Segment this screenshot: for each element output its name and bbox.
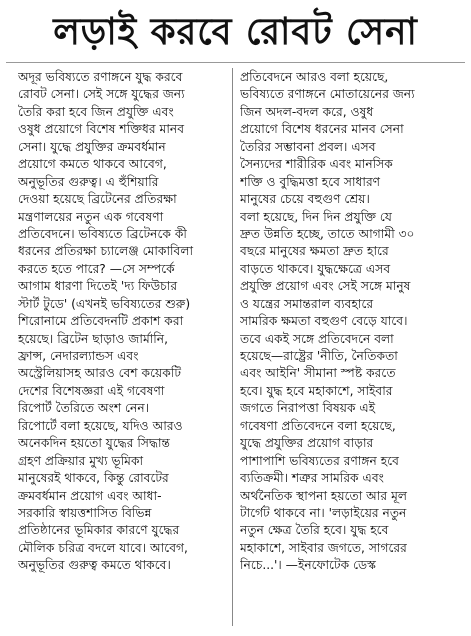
body-text-line: শক্তি ও বুদ্ধিমত্তা হবে সাধারণ [240, 173, 381, 189]
body-text-line: গবেষণা প্রতিবেদনে বলা হয়েছে, [240, 417, 396, 433]
body-text-line: বছরে মানুষের ক্ষমতা দ্রুত হারে [240, 243, 389, 259]
body-text-line: জগতে নিরাপত্তা বিষয়ক এই [240, 400, 376, 416]
body-text-line: সরকারি স্বায়ত্তশাসিত বিভিন্ন [18, 504, 152, 520]
body-text-line: দ্রুত উন্নতি হচ্ছে, তাতে আগামী ৩০ [240, 225, 415, 241]
body-text-line: অর্থনৈতিক স্থাপনা হয়তো আর মূল [240, 487, 408, 503]
body-text-line: স্টার্ট টুডে' (এখনই ভবিষ্যতের শুরু) [18, 295, 191, 311]
headline-rule [6, 62, 465, 63]
headline: লড়াই করবে রোবট সেনা [53, 10, 418, 53]
body-text-line: প্রযুক্তি প্রয়োগ এবং সেই সঙ্গে মানুষ [240, 278, 411, 294]
body-text-line: মানুষেরই থাকবে, কিন্তু রোবটের [18, 470, 169, 486]
left-column [18, 68, 240, 574]
body-text-line: দেশের বিশেষজ্ঞরা এই গবেষণা [18, 382, 165, 398]
body-text-line: ও যন্ত্রের সমান্তরাল ব্যবহারে [240, 295, 374, 311]
body-text-line: ভবিষ্যতে রণাঙ্গনে মোতায়েনের জন্য [240, 86, 415, 102]
body-text-line: তবে একই সঙ্গে প্রতিবেদনে বলা [240, 330, 394, 346]
body-text-line: গ্রহণ প্রক্রিয়ার মুখ্য ভূমিকা [18, 452, 144, 468]
body-text-line: ক্রমবর্ধমান প্রয়োগ এবং আধা- [18, 487, 162, 503]
body-text-line: হয়েছে। ব্রিটেন ছাড়াও জার্মানি, [18, 330, 169, 346]
body-text-line: অনুভূতির গুরুত্ব। এ হুঁশিয়ারি [18, 173, 159, 189]
body-text-line: অনেকদিন হয়তো যুদ্ধের সিদ্ধান্ত [18, 435, 171, 451]
body-text-line: মৌলিক চরিত্র বদলে যাবে। আবেগ, [18, 539, 188, 555]
body-text-line: ব্যতিক্রমী। শত্রুর সামরিক এবং [240, 470, 384, 486]
body-text-line: তৈরি করা হবে জিন প্রযুক্তি এবং [18, 103, 174, 119]
body-text-line: রিপোর্ট তৈরিতে অংশ নেন। [18, 400, 150, 416]
right-column [240, 68, 462, 574]
body-text-line: ফ্রান্স, নেদারল্যান্ডস এবং [18, 348, 139, 363]
body-text-line: মন্ত্রণালয়ের নতুন এক গবেষণা [18, 208, 164, 224]
body-text-line: সৈন্যদের শারীরিক এবং মানসিক [240, 156, 393, 172]
body-text-line: প্রতিবেদনে আরও বলা হয়েছে, [240, 69, 389, 84]
body-text-line: অস্ট্রেলিয়াসহ আরও বেশ কয়েকটি [18, 365, 182, 381]
body-text-line: যুদ্ধে প্রযুক্তির প্রয়োগ বাড়ার [240, 435, 374, 451]
body-text-line: প্রতিবেদনে। ভবিষ্যতে ব্রিটেনকে কী [18, 225, 187, 241]
body-text-line: অদূর ভবিষ্যতে রণাঙ্গনে যুদ্ধ করবে [18, 69, 183, 84]
body-text-line: পাশাপাশি ভবিষ্যতের রণাঙ্গন হবে [240, 452, 399, 468]
body-text-line: রিপোর্টে বলা হয়েছে, যদিও আরও [18, 417, 183, 433]
body-text-line: নতুন ক্ষেত্র তৈরি হবে। যুদ্ধ হবে [240, 522, 389, 538]
body-text-line: মহাকাশে, সাইবার জগতে, সাগরের [240, 539, 407, 555]
body-text-line: তৈরির সম্ভাবনা প্রবল। এসব [240, 138, 376, 154]
body-text-line: ওষুধ প্রয়োগে বিশেষ শক্তিধর মানব [18, 121, 185, 137]
body-text-line: প্রয়োগে বিশেষ ধরনের মানব সেনা [240, 121, 404, 137]
column-divider [232, 68, 233, 626]
body-text-line: জিন অদল-বদল করে, ওষুধ [240, 103, 374, 119]
body-text-line: শিরোনামে প্রতিবেদনটি প্রকাশ করা [18, 313, 184, 329]
body-text-line: হবে। যুদ্ধ হবে মহাকাশে, সাইবার [240, 382, 393, 398]
body-text-line: হয়েছে—রাষ্ট্রের 'নীতি, নৈতিকতা [240, 348, 398, 363]
body-text-line: নিচে...'। —ইনফোটেক ডেস্ক [240, 557, 376, 573]
body-text-line: মানুষের চেয়ে বহুগুণ শ্রেয়। [240, 191, 370, 207]
body-text-line: করতে হতে পারে? —সে সম্পর্কে [18, 260, 175, 276]
body-text-line: দেওয়া হয়েছে ব্রিটেনের প্রতিরক্ষা [18, 191, 177, 207]
body-text-line: আগাম ধারণা দিতেই 'দ্য ফিউচার [18, 278, 178, 294]
body-text-line: রোবট সেনা। সেই সঙ্গে যুদ্ধের জন্য [18, 86, 185, 102]
body-text-line: সেনা। যুদ্ধে প্রযুক্তির ক্রমবর্ধমান [18, 138, 166, 154]
body-text-line: টার্গেট থাকবে না। 'লড়াইয়ের নতুন [240, 504, 407, 520]
body-text-line: সামরিক ক্ষমতা বহুগুণ বেড়ে যাবে। [240, 313, 408, 329]
body-text-line: প্রতিষ্ঠানের ভূমিকার কারণে যুদ্ধের [18, 522, 180, 538]
body-text-line: বলা হয়েছে, দিন দিন প্রযুক্তি যে [240, 208, 392, 224]
body-text-line: প্রয়োগে কমতে থাকবে আবেগ, [18, 156, 167, 172]
body-text-line: ধরনের প্রতিরক্ষা চ্যালেঞ্জ মোকাবিলা [18, 243, 194, 259]
body-text-line: অনুভূতির গুরুত্ব কমতে থাকবে। [18, 557, 171, 573]
body-text-line: এবং আইনি' সীমানা স্পষ্ট করতে [240, 365, 396, 381]
body-text-line: বাড়তে থাকবে। যুদ্ধক্ষেত্রে এসব [240, 260, 391, 276]
